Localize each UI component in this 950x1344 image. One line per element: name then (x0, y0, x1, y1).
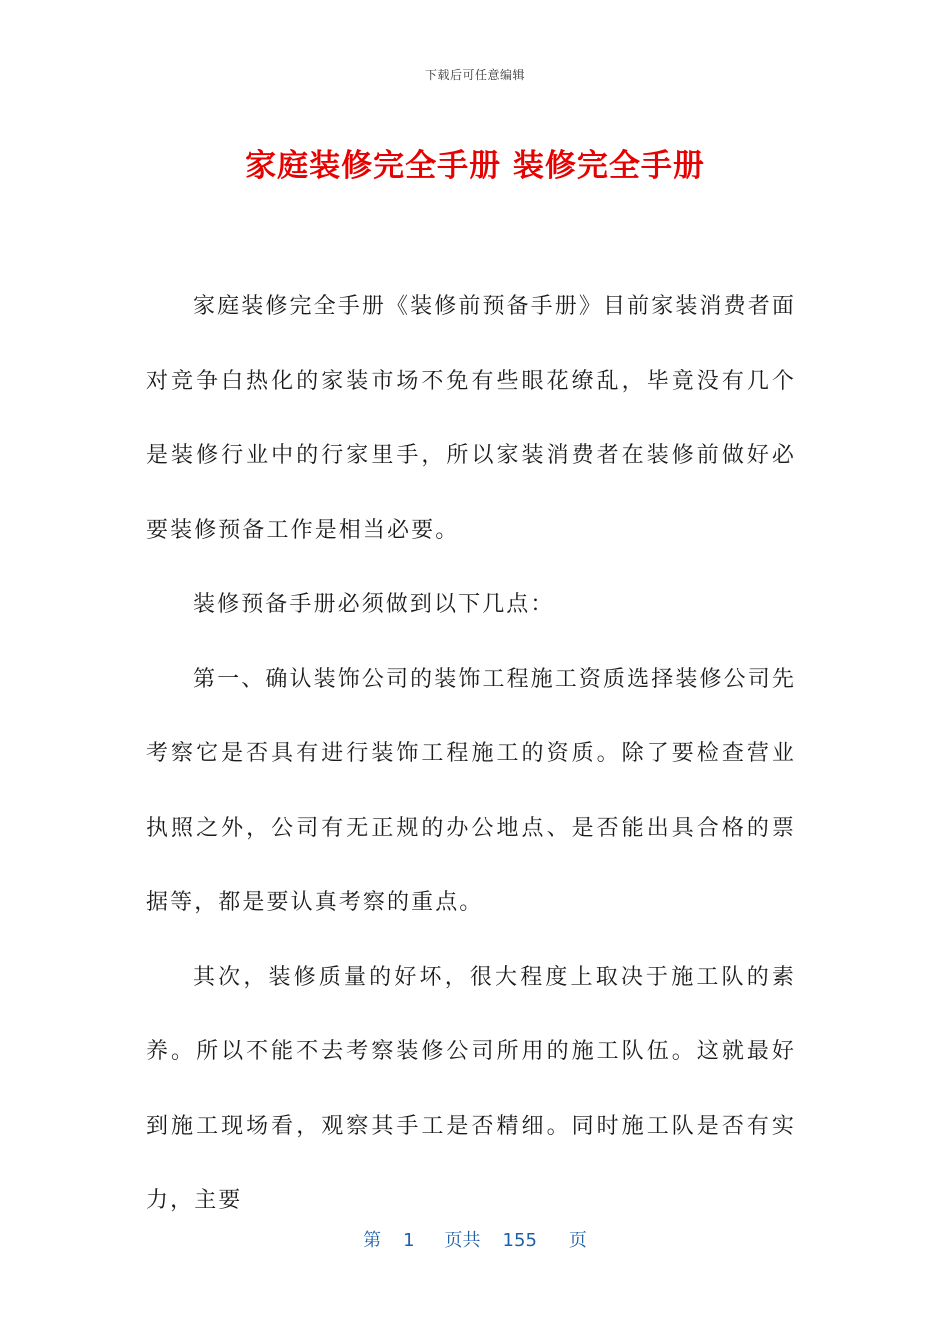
footer-total-pages: 155 (502, 1230, 537, 1251)
footer-prefix: 第 (363, 1230, 382, 1251)
footer-suffix: 页 (568, 1230, 587, 1251)
header-note: 下载后可任意编辑 (424, 68, 525, 82)
document-title: 家庭装修完全手册 装修完全手册 (245, 148, 705, 184)
paragraph: 第一、确认装饰公司的装饰工程施工资质选择装修公司先考察它是否具有进行装饰工程施工的资质。除了要检查营业执照之外，公司有无正规的办公地点、是否能出具合格的票据等，都是要认真考察的重点。 (146, 666, 796, 915)
footer-middle: 页共 (444, 1230, 481, 1251)
page-footer (0, 1226, 950, 1252)
paragraph: 家庭装修完全手册《装修前预备手册》目前家装消费者面对竞争白热化的家装市场不免有些眼花缭乱，毕竟没有几个是装修行业中的行家里手，所以家装消费者在装修前做好必要装修预备工作是相当必要。 (146, 294, 796, 543)
document-body (146, 270, 796, 1239)
footer-page-number: 1 (403, 1230, 415, 1251)
paragraph: 其次，装修质量的好坏，很大程度上取决于施工队的素养。所以不能不去考察装修公司所用的施工队伍。这就最好到施工现场看，观察其手工是否精细。同时施工队是否有实力，主要 (146, 964, 796, 1213)
paragraph: 装修预备手册必须做到以下几点： (193, 592, 555, 617)
